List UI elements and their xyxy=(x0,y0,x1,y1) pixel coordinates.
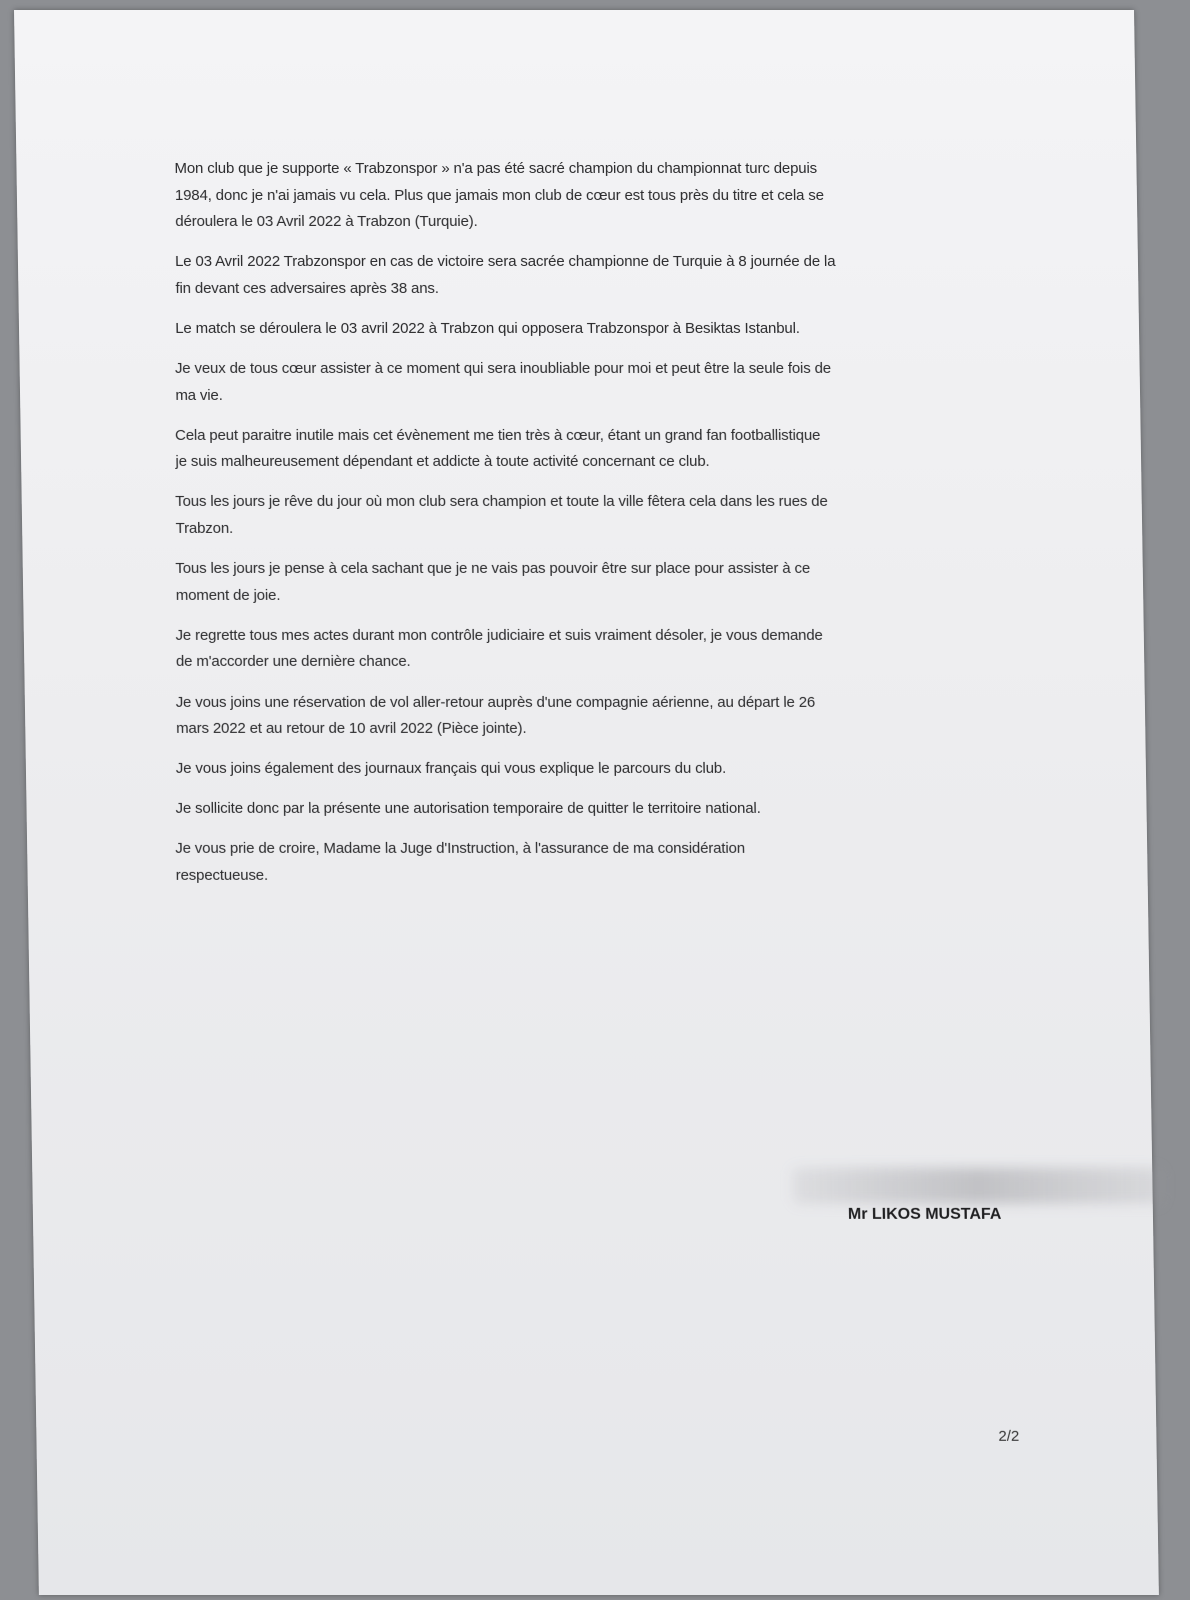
letter-paragraph xyxy=(175,556,1042,609)
blurred-signature xyxy=(792,1168,1163,1204)
text-line: fin devant ces adversaires après 38 ans. xyxy=(175,279,439,297)
text-line: Le match se déroulera le 03 avril 2022 à Trabzon qui opposera Trabzonspor à Besiktas Istanbul. xyxy=(175,319,800,337)
text-line: Je vous joins également des journaux français qui vous explique le parcours du club. xyxy=(175,760,727,778)
text-line: moment de joie. xyxy=(175,586,281,604)
letter-paragraph xyxy=(177,316,1037,343)
letter-paragraph xyxy=(174,356,1038,409)
letter-paragraph xyxy=(175,756,1044,783)
text-line: déroulera le 03 Avril 2022 à Trabzon (Turquie). xyxy=(175,213,478,231)
text-line: Cela peut paraitre inutile mais cet évènement me tien très à cœur, étant un grand fan footballistique xyxy=(174,426,821,444)
text-line: Je vous joins une réservation de vol aller-retour auprès d'une compagnie aérienne, au départ le 26 xyxy=(175,693,816,711)
text-line: mars 2022 et au retour de 10 avril 2022 (Pièce jointe). xyxy=(175,720,527,738)
page-number: 2/2 xyxy=(998,1428,1020,1445)
letter-paragraph xyxy=(174,423,1039,476)
text-line: de m'accorder une dernière chance. xyxy=(175,653,411,671)
text-line: Je veux de tous cœur assister à ce moment qui sera inoubliable pour moi et peut être la seule fois de xyxy=(174,360,832,378)
text-line: Je sollicite donc par la présente une autorisation temporaire de quitter le territoire national. xyxy=(175,800,761,818)
signatory-name: Mr LIKOS MUSTAFA xyxy=(847,1206,1002,1223)
letter-body xyxy=(174,156,1046,903)
letter-paragraph xyxy=(175,489,1041,542)
letter-paragraph xyxy=(174,156,1035,236)
letter-paragraph xyxy=(175,836,1046,889)
text-line: Je regrette tous mes actes durant mon contrôle judiciaire et suis vraiment désoler, je vous demande xyxy=(175,626,823,644)
text-line: Tous les jours je rêve du jour où mon club sera champion et toute la ville fêtera cela dans les rues de xyxy=(175,493,828,511)
text-line: respectueuse. xyxy=(175,866,269,884)
letter-paragraph xyxy=(176,249,1037,302)
letter-page xyxy=(14,10,1159,1595)
text-line: Tous les jours je pense à cela sachant que je ne vais pas pouvoir être sur place pour assister à ce xyxy=(175,560,811,578)
text-line: Mon club que je supporte « Trabzonspor » n'a pas été sacré champion du championnat turc depuis xyxy=(174,160,818,177)
letter-paragraph xyxy=(175,690,1044,743)
text-line: ma vie. xyxy=(175,386,223,404)
text-line: Je vous prie de croire, Madame la Juge d'Instruction, à l'assurance de ma considération xyxy=(175,840,746,858)
text-line: Trabzon. xyxy=(175,520,234,538)
text-line: 1984, donc je n'ai jamais vu cela. Plus que jamais mon club de cœur est tous près du titre et cela se xyxy=(174,186,824,204)
text-line: je suis malheureusement dépendant et addicte à toute activité concernant ce club. xyxy=(175,453,710,471)
letter-paragraph xyxy=(175,796,1044,823)
letter-paragraph xyxy=(175,623,1043,676)
text-line: Le 03 Avril 2022 Trabzonspor en cas de victoire sera sacrée championne de Turquie à 8 journée de la xyxy=(174,253,836,271)
